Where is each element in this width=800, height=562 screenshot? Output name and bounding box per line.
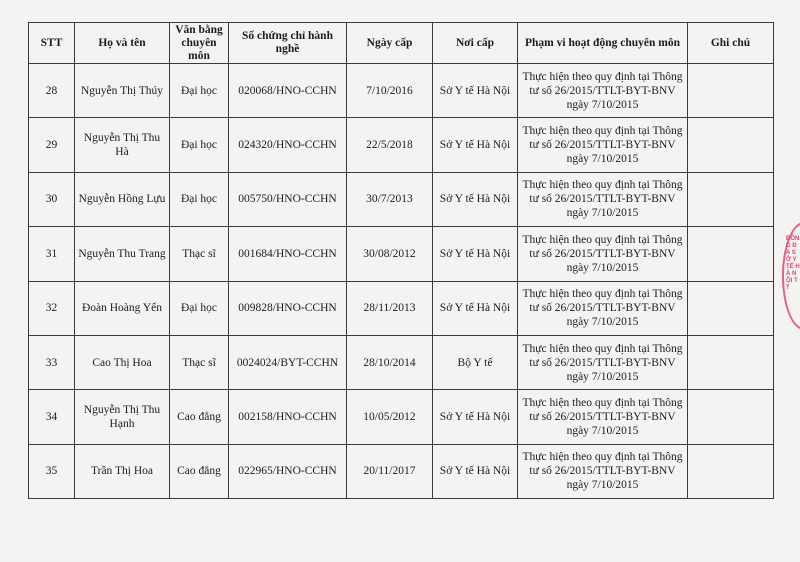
cell-issuer: Bộ Y tế [433, 335, 518, 389]
header-cert: Số chứng chỉ hành nghề [229, 23, 347, 64]
cell-note [688, 118, 774, 172]
cell-issuer: Sở Y tế Hà Nội [433, 172, 518, 226]
cell-note [688, 227, 774, 281]
cell-cert: 009828/HNO-CCHN [229, 281, 347, 335]
cell-note [688, 64, 774, 118]
cell-name: Nguyễn Thị Thu Hạnh [75, 390, 170, 444]
cell-stt: 34 [29, 390, 75, 444]
cell-date: 7/10/2016 [347, 64, 433, 118]
cell-stt: 29 [29, 118, 75, 172]
cell-scope: Thực hiện theo quy định tại Thông tư số 26/2015/TTLT-BYT-BNV ngày 7/10/2015 [518, 390, 688, 444]
cell-date: 30/08/2012 [347, 227, 433, 281]
cell-scope: Thực hiện theo quy định tại Thông tư số 26/2015/TTLT-BYT-BNV ngày 7/10/2015 [518, 335, 688, 389]
cell-degree: Đại học [170, 172, 229, 226]
cell-name: Trần Thị Hoa [75, 444, 170, 498]
cell-date: 30/7/2013 [347, 172, 433, 226]
header-scope: Phạm vi hoạt động chuyên môn [518, 23, 688, 64]
cell-cert: 002158/HNO-CCHN [229, 390, 347, 444]
cell-name: Nguyễn Hồng Lựu [75, 172, 170, 226]
cell-cert: 0024024/BYT-CCHN [229, 335, 347, 389]
cell-degree: Đại học [170, 64, 229, 118]
cell-date: 22/5/2018 [347, 118, 433, 172]
cell-note [688, 281, 774, 335]
cell-note [688, 444, 774, 498]
cell-date: 20/11/2017 [347, 444, 433, 498]
cell-issuer: Sở Y tế Hà Nội [433, 227, 518, 281]
cell-date: 10/05/2012 [347, 390, 433, 444]
header-degree: Văn bằng chuyên môn [170, 23, 229, 64]
cell-degree: Thạc sĩ [170, 227, 229, 281]
header-issuer: Nơi cấp [433, 23, 518, 64]
header-name: Họ và tên [75, 23, 170, 64]
staff-table [28, 22, 774, 499]
cell-degree: Thạc sĩ [170, 335, 229, 389]
table-row [29, 390, 774, 444]
header-stt: STT [29, 23, 75, 64]
cell-cert: 005750/HNO-CCHN [229, 172, 347, 226]
cell-scope: Thực hiện theo quy định tại Thông tư số 26/2015/TTLT-BYT-BNV ngày 7/10/2015 [518, 227, 688, 281]
cell-stt: 31 [29, 227, 75, 281]
table-row [29, 444, 774, 498]
cell-issuer: Sở Y tế Hà Nội [433, 118, 518, 172]
cell-date: 28/11/2013 [347, 281, 433, 335]
cell-scope: Thực hiện theo quy định tại Thông tư số 26/2015/TTLT-BYT-BNV ngày 7/10/2015 [518, 64, 688, 118]
table-row [29, 172, 774, 226]
header-note: Ghi chú [688, 23, 774, 64]
table-header-row [29, 23, 774, 64]
table-row [29, 281, 774, 335]
table-row [29, 227, 774, 281]
table-row [29, 335, 774, 389]
cell-issuer: Sở Y tế Hà Nội [433, 390, 518, 444]
cell-degree: Đại học [170, 281, 229, 335]
cell-cert: 024320/HNO-CCHN [229, 118, 347, 172]
cell-stt: 33 [29, 335, 75, 389]
cell-stt: 32 [29, 281, 75, 335]
cell-note [688, 335, 774, 389]
cell-name: Nguyễn Thị Thu Hà [75, 118, 170, 172]
cell-note [688, 172, 774, 226]
cell-name: Đoàn Hoàng Yến [75, 281, 170, 335]
cell-cert: 020068/HNO-CCHN [229, 64, 347, 118]
cell-issuer: Sở Y tế Hà Nội [433, 64, 518, 118]
table-row [29, 118, 774, 172]
cell-scope: Thực hiện theo quy định tại Thông tư số 26/2015/TTLT-BYT-BNV ngày 7/10/2015 [518, 281, 688, 335]
cell-name: Cao Thị Hoa [75, 335, 170, 389]
cell-degree: Đại học [170, 118, 229, 172]
cell-degree: Cao đẳng [170, 390, 229, 444]
cell-stt: 28 [29, 64, 75, 118]
cell-cert: 001684/HNO-CCHN [229, 227, 347, 281]
cell-scope: Thực hiện theo quy định tại Thông tư số 26/2015/TTLT-BYT-BNV ngày 7/10/2015 [518, 118, 688, 172]
cell-cert: 022965/HNO-CCHN [229, 444, 347, 498]
cell-scope: Thực hiện theo quy định tại Thông tư số 26/2015/TTLT-BYT-BNV ngày 7/10/2015 [518, 172, 688, 226]
table-row [29, 64, 774, 118]
cell-issuer: Sở Y tế Hà Nội [433, 444, 518, 498]
cell-name: Nguyễn Thu Trang [75, 227, 170, 281]
cell-name: Nguyễn Thị Thúy [75, 64, 170, 118]
cell-stt: 30 [29, 172, 75, 226]
seal-text: ĐÔNG ĐA SỞ Y TẾ HÀ NỘI TT [786, 236, 800, 291]
cell-date: 28/10/2014 [347, 335, 433, 389]
cell-scope: Thực hiện theo quy định tại Thông tư số 26/2015/TTLT-BYT-BNV ngày 7/10/2015 [518, 444, 688, 498]
header-date: Ngày cấp [347, 23, 433, 64]
cell-stt: 35 [29, 444, 75, 498]
cell-issuer: Sở Y tế Hà Nội [433, 281, 518, 335]
cell-degree: Cao đẳng [170, 444, 229, 498]
cell-note [688, 390, 774, 444]
